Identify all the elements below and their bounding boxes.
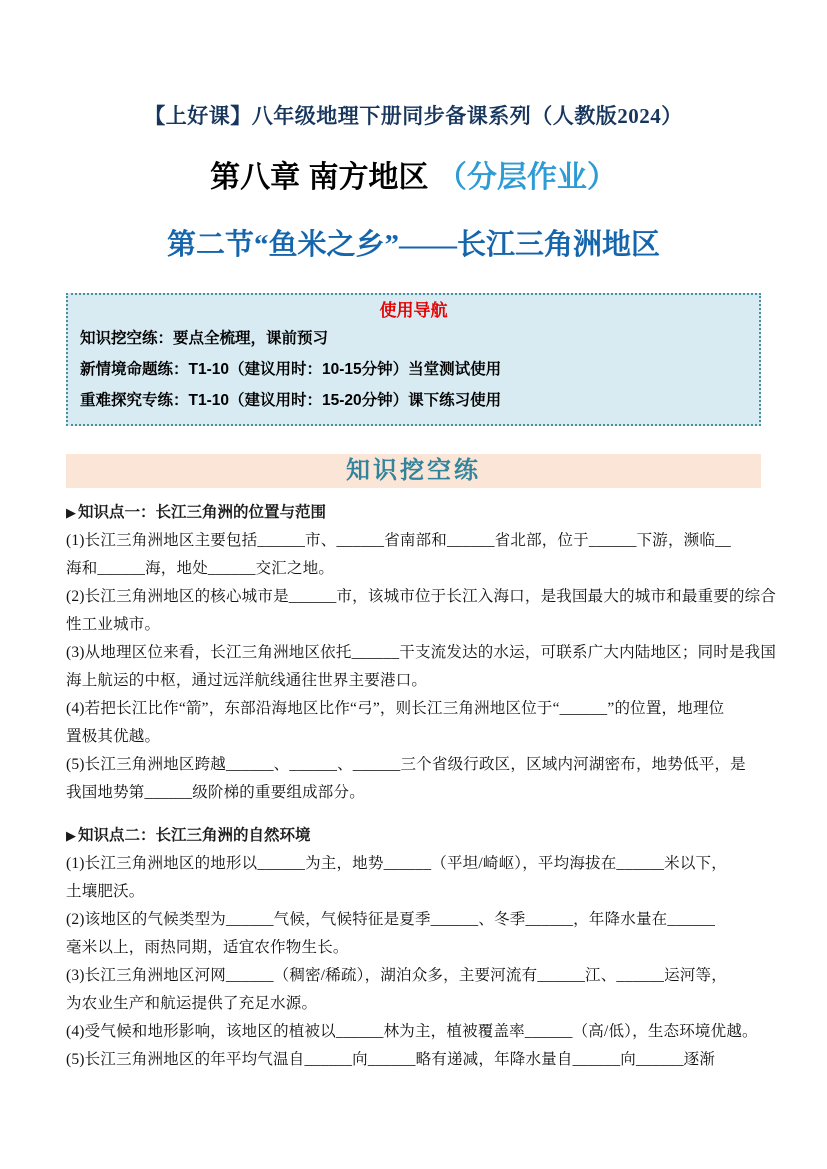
chapter-title-text: 第八章 南方地区 — [210, 161, 429, 194]
text-line: (3)从地理区位来看，长江三角洲地区依托______干支流发达的水运，可联系广大内陆地区；同时是我国 — [66, 644, 777, 661]
knowledge-point-2 — [66, 822, 761, 1074]
usage-guide-lines — [80, 323, 747, 416]
text-line: 海和______海，地处______交汇之地。 — [66, 560, 335, 577]
usage-guide-title: 使用导航 — [379, 301, 448, 320]
text-line: (2)长江三角洲地区的核心城市是______市，该城市位于长江入海口，是我国最大的城市和最重要的综合 — [66, 588, 777, 605]
text-line: 重难探究专练：T1-10（建议用时：15-20分钟）课下练习使用 — [80, 392, 502, 409]
knowledge-point-1-body — [66, 527, 777, 807]
knowledge-point-1-heading-text: 知识点一：长江三角洲的位置与范围 — [78, 504, 327, 521]
text-line: 置极其优越。 — [66, 728, 161, 745]
chapter-subtitle-text: （分层作业） — [436, 161, 617, 194]
text-line: (1)长江三角洲地区的地形以______为主，地势______（平坦/崎岖），平均海拔在______米以下， — [66, 855, 727, 872]
text-line: (4)若把长江比作“箭”，东部沿海地区比作“弓”，则长江三角洲地区位于“______”的位置，地理位 — [66, 700, 725, 717]
triangle-marker-icon: ▶ — [66, 828, 76, 843]
text-line: 毫米以上，雨热同期，适宜农作物生长。 — [66, 939, 349, 956]
knowledge-point-2-heading-text: 知识点二：长江三角洲的自然环境 — [78, 827, 311, 844]
knowledge-point-2-body — [66, 850, 761, 1074]
chapter-title — [66, 152, 761, 196]
section-title: 第二节“鱼米之乡”——长江三角洲地区 — [166, 229, 660, 261]
usage-guide-box — [66, 293, 761, 426]
section-banner: 知识挖空练 — [66, 454, 761, 488]
text-line: 性工业城市。 — [66, 616, 161, 633]
knowledge-point-1 — [66, 499, 777, 807]
series-title: 【上好课】八年级地理下册同步备课系列（人教版2024） — [144, 104, 683, 128]
text-line: 海上航运的中枢，通过远洋航线通往世界主要港口。 — [66, 672, 428, 689]
text-line: (5)长江三角洲地区的年平均气温自______向______略有递减，年降水量自______向______逐渐 — [66, 1051, 716, 1068]
knowledge-point-1-heading — [66, 499, 761, 527]
text-line: (3)长江三角洲地区河网______（稠密/稀疏），湖泊众多，主要河流有______江、______运河等， — [66, 967, 727, 984]
text-line: (1)长江三角洲地区主要包括______市、______省南部和______省北部，位于______下游，濒临__ — [66, 532, 731, 549]
triangle-marker-icon: ▶ — [66, 505, 76, 520]
text-line: 为农业生产和航运提供了充足水源。 — [66, 995, 318, 1012]
text-line: (2)该地区的气候类型为______气候，气候特征是夏季______、冬季______，年降水量在______ — [66, 911, 716, 928]
text-line: 我国地势第______级阶梯的重要组成部分。 — [66, 784, 365, 801]
text-line: 土壤肥沃。 — [66, 883, 145, 900]
text-line: (5)长江三角洲地区跨越______、______、______三个省级行政区，区域内河湖密布，地势低平，是 — [66, 756, 746, 773]
text-line: 新情境命题练：T1-10（建议用时：10-15分钟）当堂测试使用 — [80, 361, 502, 378]
text-line: 知识挖空练：要点全梳理，课前预习 — [80, 330, 329, 347]
knowledge-point-2-heading — [66, 822, 761, 850]
text-line: (4)受气候和地形影响，该地区的植被以______林为主，植被覆盖率______（高/低），生态环境优越。 — [66, 1023, 758, 1040]
